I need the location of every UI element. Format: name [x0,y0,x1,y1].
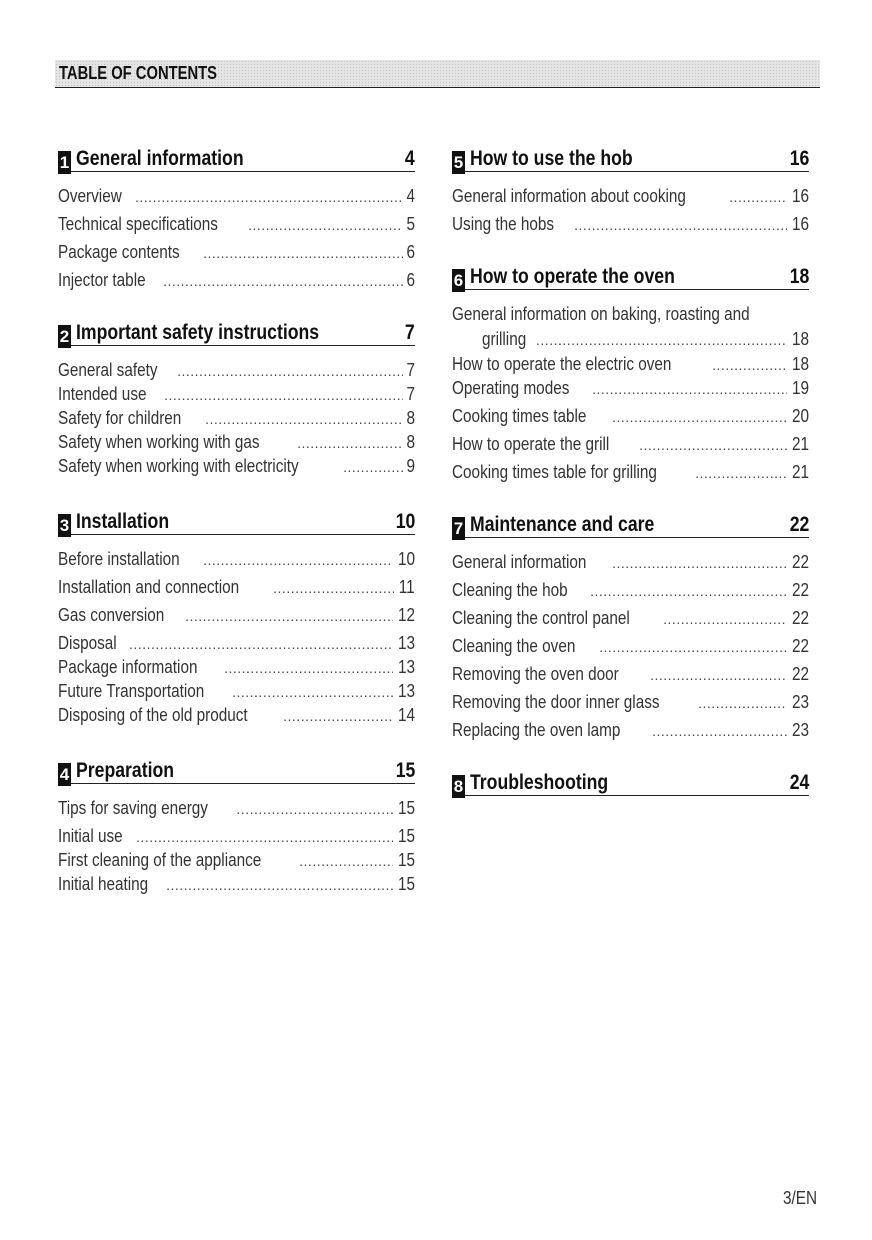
dot-leader [652,719,787,743]
toc-entry-page: 22 [791,636,809,656]
section-page-number: 22 [789,513,809,536]
toc-entry-label: Initial heating [58,874,149,894]
toc-entry[interactable] [58,406,415,430]
toc-entry[interactable] [58,703,415,727]
toc-section [452,263,809,484]
toc-entry-page: 22 [791,552,809,572]
dot-leader [273,576,394,600]
section-number-badge: 8 [453,777,464,796]
toc-entry[interactable] [452,460,809,484]
toc-entry-page: 9 [406,456,415,476]
toc-entry-label: Operating modes [452,378,570,398]
toc-entry-page: 15 [397,874,415,894]
toc-entry-page: 21 [791,462,809,482]
toc-entry-label: General information about cooking [452,186,686,206]
toc-entry[interactable] [58,430,415,454]
toc-entry-page: 23 [791,692,809,712]
toc-entry[interactable] [452,432,809,460]
toc-entry[interactable] [58,240,415,268]
toc-entry-label: Cooking times table for grilling [452,462,657,482]
toc-entry[interactable] [58,824,415,848]
toc-entry-label: Overview [58,186,122,206]
toc-section [58,508,415,727]
toc-entry-line [452,327,809,353]
toc-entry-page: 15 [397,798,415,818]
dot-leader [164,383,403,407]
dot-leader [185,604,393,628]
dot-leader [639,433,787,457]
toc-entry-page: 8 [406,432,415,452]
toc-entry-label: General safety [58,360,158,380]
toc-entry-page: 16 [791,186,809,206]
toc-entry-label: Disposal [58,633,117,653]
toc-section [58,319,415,478]
dot-leader [574,213,787,237]
section-title: Troubleshooting [470,771,609,794]
dot-leader [177,359,403,383]
dot-leader [205,407,403,431]
toc-entry-page: 7 [406,384,415,404]
toc-entry-label: General information on baking, roasting and [452,304,750,324]
toc-entry-label: Replacing the oven lamp [452,720,621,740]
toc-entry-label: Cleaning the control panel [452,608,630,628]
section-page-number: 4 [405,147,415,170]
toc-header-bar [55,60,820,88]
dot-leader [224,656,393,680]
dot-leader [729,185,787,209]
toc-entry-label: How to operate the grill [452,434,610,454]
toc-entry-label: Safety for children [58,408,182,428]
toc-entry-label: Gas conversion [58,605,165,625]
page-number: 3/EN [782,1188,817,1208]
dot-leader [712,353,787,377]
toc-entry-label: Safety when working with gas [58,432,260,452]
dot-leader [698,691,787,715]
toc-entry-page: 4 [406,186,415,206]
dot-leader [343,455,403,479]
toc-entry[interactable] [452,578,809,606]
section-number-badge: 6 [453,271,464,290]
dot-leader [536,328,787,353]
section-heading[interactable] [58,145,415,172]
section-title: Installation [76,510,170,533]
toc-entry-label-continued: grilling [482,329,527,349]
section-page-number: 7 [405,321,415,344]
dot-leader [248,213,403,237]
toc-entry-page: 16 [791,214,809,234]
section-page-number: 18 [789,265,809,288]
toc-entry[interactable] [58,547,415,575]
toc-entry-label: Package information [58,657,198,677]
dot-leader [163,269,403,293]
toc-title: TABLE OF CONTENTS [59,63,217,83]
dot-leader [136,825,393,849]
section-title: How to operate the oven [470,265,675,288]
toc-section [452,769,809,808]
toc-entry-label: Cooking times table [452,406,587,426]
section-title: Important safety instructions [76,321,320,344]
toc-entry-label: General information [452,552,587,572]
section-heading[interactable] [452,263,809,290]
toc-entry[interactable] [452,212,809,236]
toc-section [452,511,809,742]
toc-entry[interactable] [452,404,809,432]
toc-entry[interactable] [452,662,809,690]
toc-entry[interactable] [452,718,809,742]
toc-entry-page: 22 [791,608,809,628]
dot-leader [129,632,393,656]
section-heading[interactable] [58,508,415,535]
toc-entry-page: 6 [406,242,415,262]
toc-entry-label: Safety when working with electricity [58,456,299,476]
toc-entry[interactable] [452,352,809,376]
dot-leader [203,241,403,265]
toc-entry[interactable] [58,382,415,406]
toc-entry-label: Cleaning the hob [452,580,568,600]
toc-entry-label: Removing the door inner glass [452,692,660,712]
toc-entry[interactable] [452,302,809,352]
toc-entry[interactable] [58,848,415,872]
dot-leader [599,635,787,659]
toc-section [58,757,415,896]
section-number-badge: 1 [59,153,70,172]
section-page-number: 10 [395,510,415,533]
toc-entry-page: 8 [406,408,415,428]
toc-entry[interactable] [452,634,809,662]
toc-entry-label: Using the hobs [452,214,555,234]
toc-entry-page: 11 [399,577,415,597]
toc-entry[interactable] [58,454,415,478]
toc-entry[interactable] [58,796,415,824]
toc-entry-page: 15 [397,850,415,870]
section-page-number: 24 [789,771,809,794]
toc-entry[interactable] [58,655,415,679]
section-title: Maintenance and care [470,513,655,536]
section-heading[interactable] [452,145,809,172]
toc-entry-label: Removing the oven door [452,664,619,684]
section-heading[interactable] [58,757,415,784]
toc-entry[interactable] [58,212,415,240]
section-heading[interactable] [452,769,809,796]
dot-leader [232,680,393,704]
toc-entry-label: Initial use [58,826,123,846]
toc-entry-label: Tips for saving energy [58,798,208,818]
toc-entry-label: Injector table [58,270,146,290]
dot-leader [695,461,787,485]
dot-leader [590,579,787,603]
toc-entry-line [452,302,809,327]
toc-entry[interactable] [452,376,809,404]
section-heading[interactable] [452,511,809,538]
toc-entry-label: Intended use [58,384,147,404]
toc-entry-page: 15 [397,826,415,846]
toc-section [58,145,415,292]
dot-leader [203,548,393,572]
dot-leader [283,704,393,728]
toc-entry[interactable] [58,679,415,703]
toc-entry-page: 14 [397,705,415,725]
section-title: Preparation [76,759,175,782]
toc-entry-page: 19 [791,378,809,398]
section-title: How to use the hob [470,147,633,170]
toc-entry-page: 13 [397,633,415,653]
dot-leader [297,431,403,455]
section-number-badge: 4 [59,765,70,784]
section-title: General information [76,147,244,170]
dot-leader [650,663,787,687]
toc-entry-page: 5 [406,214,415,234]
toc-entry-label: Future Transportation [58,681,205,701]
toc-entry-label: First cleaning of the appliance [58,850,262,870]
toc-entry[interactable] [58,184,415,212]
section-number-badge: 3 [59,516,70,535]
section-page-number: 15 [395,759,415,782]
toc-entry-page: 22 [791,580,809,600]
toc-entry[interactable] [58,631,415,655]
toc-entry-page: 18 [791,354,809,374]
toc-entry[interactable] [58,603,415,631]
toc-entry-page: 18 [791,329,809,349]
toc-entry-label: Installation and connection [58,577,240,597]
section-heading[interactable] [58,319,415,346]
dot-leader [612,551,787,575]
toc-entry-page: 10 [397,549,415,569]
dot-leader [166,873,393,897]
toc-section [452,145,809,236]
toc-entry-label: Cleaning the oven [452,636,576,656]
toc-entry-page: 13 [397,657,415,677]
toc-entry[interactable] [452,606,809,634]
toc-entry-label: How to operate the electric oven [452,354,672,374]
toc-entry[interactable] [58,575,415,603]
toc-entry-label: Technical specifications [58,214,218,234]
toc-entry[interactable] [58,358,415,382]
toc-entry-label: Package contents [58,242,180,262]
toc-entry-page: 20 [791,406,809,426]
toc-entry[interactable] [58,872,415,896]
dot-leader [592,377,787,401]
toc-entry[interactable] [58,268,415,292]
dot-leader [663,607,787,631]
toc-entry-page: 12 [397,605,415,625]
dot-leader [135,185,403,209]
toc-entry-label: Disposing of the old product [58,705,248,725]
toc-entry[interactable] [452,184,809,212]
toc-entry-label: Before installation [58,549,180,569]
section-number-badge: 7 [453,519,464,538]
section-number-badge: 5 [453,153,464,172]
toc-entry-page: 7 [406,360,415,380]
dot-leader [299,849,393,873]
dot-leader [236,797,393,821]
dot-leader [612,405,787,429]
toc-entry-page: 6 [406,270,415,290]
section-number-badge: 2 [59,327,70,346]
toc-entry-page: 13 [397,681,415,701]
toc-entry-page: 22 [791,664,809,684]
toc-entry-page: 23 [791,720,809,740]
toc-entry[interactable] [452,550,809,578]
section-page-number: 16 [789,147,809,170]
toc-entry-page: 21 [791,434,809,454]
toc-entry[interactable] [452,690,809,718]
